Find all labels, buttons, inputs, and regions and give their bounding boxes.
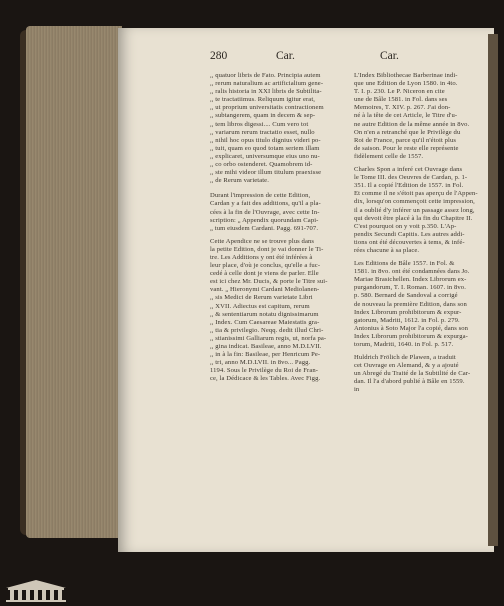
right-column: [354, 72, 486, 400]
text-line: Index Librorum prohibitorum & expur-: [354, 308, 462, 316]
left-running-head: Car.: [276, 50, 295, 62]
text-line: le Tome III. des Oeuvres de Cardan, p. 1-: [354, 174, 468, 182]
right-paragraph-2: [354, 166, 486, 255]
text-line: gatorum, Madriti, 1612. in Fol. p. 279.: [354, 316, 460, 324]
text-line: ,, variarum rerum tractatio esset, nullo: [210, 128, 315, 136]
page-block-edge: [26, 26, 122, 538]
text-line: purgandorum, T. I. Roman. 1607. in 8vo.: [354, 284, 466, 292]
text-line: Huldrich Frölich de Plawen, a traduit: [354, 354, 456, 362]
text-line: ,, te tractatiimus. Reliquum igitur erat,: [210, 96, 315, 104]
text-line: cet Ouvrage en Alemand, & y a ajouté: [354, 362, 459, 370]
text-line: ,, XVII. Adiectus est capitum, rerum: [210, 302, 310, 310]
left-column: [210, 72, 346, 388]
text-line: Et comme il ne s'étoit pas aperçu de l'Appen-: [354, 190, 478, 198]
text-line: ,, de Rerum varietate.: [210, 177, 269, 185]
text-line: Index Librorum prohibitorum & expurga-: [354, 332, 468, 340]
text-line: Antonius à Soto Major l'a copié, dans son: [354, 324, 469, 332]
text-line: qui devoit être placé à la fin du Chapitre II.: [354, 214, 473, 222]
text-line: que une Edition de Lyon 1580. in 4to.: [354, 80, 458, 88]
right-paragraph-3: [354, 260, 486, 349]
text-line: ,, quatuor libris de Fato. Principia autem: [210, 72, 321, 79]
text-line: de saison. Pour le reste elle représente: [354, 144, 459, 152]
text-line: ,, ste mihi videor illum titulum praexisse: [210, 169, 322, 177]
text-line: ,, ut proprium universitatis contractionem: [210, 104, 324, 112]
text-line: ,, rerum naturalium ac artificialium gene-: [210, 80, 324, 88]
text-line: ,, gina indicat. Basileae, anno M.D.LVII.: [210, 343, 322, 350]
text-line: une de Bâle 1581. in Fol. dans ses: [354, 96, 448, 104]
text-line: On n'en a retranché que le Privilège du: [354, 128, 461, 136]
text-line: in: [354, 386, 360, 394]
text-line: cées à la fin de l'Ouvrage, avec cette In-: [210, 208, 320, 216]
text-line: „ tum eiusdem Cardani. Pagg. 691-707.: [210, 224, 319, 232]
text-line: tre. Les Additions y ont été inférées à: [210, 253, 313, 261]
text-line: p. 580. Bernard de Sandoval a corrigé: [354, 292, 458, 300]
text-line: Cardan y a fait des additions, qu'il a pla-: [210, 200, 321, 208]
text-line: de nouveau la première Edition, dans son: [354, 300, 467, 308]
page-shadow: [488, 34, 498, 546]
text-line: est ici chez Mr. Ducis, & porte le Titre sui-: [210, 278, 328, 286]
text-line: leur place, d'où je conclus, qu'elle a fuc-: [210, 262, 321, 270]
text-line: T. I. p. 230. Le P. Niceron en cite: [354, 88, 445, 96]
text-line: torum, Madriti, 1640. in Fol. p. 517.: [354, 341, 454, 348]
right-paragraph-1: [354, 72, 486, 161]
text-line: ,, in à la fin: Basileae, per Henricum Pe-: [210, 351, 321, 359]
text-line: fidèlement celle de 1557.: [354, 152, 424, 160]
text-line: ,, co orbo ostenderet. Quamobrem id-: [210, 161, 313, 169]
text-line: ,, tem libros digessi.... Cum vero tot: [210, 120, 309, 128]
library-logo-icon: [4, 578, 68, 602]
left-paragraph-1: [210, 72, 346, 185]
text-line: ,, ralis historia in XXI libris de Subtilita-: [210, 88, 322, 96]
text-line: ,, Index. Cum Caesareae Maiestatis gra-: [210, 318, 320, 326]
text-line: né à la tête de cet Article, le Titre d'u-: [354, 112, 458, 120]
text-line: Mariae Brasichellen. Index Librorum ex-: [354, 276, 467, 284]
text-line: L'Index Bibliothecae Barberinae indi-: [354, 72, 458, 79]
text-line: rées chacune à sa place.: [354, 246, 420, 254]
text-line: ,, explicaret, universumque eius uno nu-: [210, 152, 320, 160]
text-line: Roi de France, parce qu'il n'étoit plus: [354, 136, 457, 144]
text-line: ,, tri, anno M.D.LVII. in 8vo... Pagg.: [210, 359, 311, 367]
text-line: Charles Spon a inferé cet Ouvrage dans: [354, 166, 463, 174]
right-running-head: Car.: [380, 50, 399, 62]
text-line: 1194. Sous le Privilège du Roi de Fran-: [210, 367, 319, 375]
text-line: Les Editions de Bâle 1557. in Fol. &: [354, 260, 455, 268]
text-line: tions ont été découvertes à tems, & infé-: [354, 238, 465, 246]
text-line: ,, & sententiarum notatu dignissimarum: [210, 310, 319, 318]
text-line: cedé à celle dont je viens de parler. Elle: [210, 270, 319, 278]
text-line: dix, lorsqu'on commençoit cette impression,: [354, 198, 475, 206]
text-line: il a oublié d'y inférer un passage assez long,: [354, 206, 475, 214]
text-line: un Abregé du Traité de la Subtilité de Car-: [354, 370, 471, 378]
text-line: ,, nihil hoc opus titulo dignius videri po-: [210, 136, 321, 144]
text-line: C'est pourquoi on y voit p.350. L'Ap-: [354, 222, 457, 230]
text-line: scription: „ Appendix quorundam Capi-: [210, 216, 319, 224]
page-number: 280: [210, 50, 228, 62]
text-line: ne autre Edition de la même année in 8vo.: [354, 120, 470, 128]
text-line: dan. Il l'a d'abord publié à Bâle en 1559.: [354, 378, 465, 386]
text-line: Memoires, T. XIV. p. 267. J'ai don-: [354, 104, 451, 112]
text-line: la petite Edition, dont je vai donner le Ti-: [210, 245, 324, 253]
text-line: pendix Secundi Capitis. Les autres addi-: [354, 230, 465, 238]
text-line: ,, tia & privilegio. Neqq. dedit illud Chri-: [210, 326, 324, 334]
left-paragraph-3: [210, 238, 346, 384]
text-line: vant. „ Hieronymi Cardani Mediolanen-: [210, 286, 320, 294]
text-line: 1581. in 8vo. ont été condamnées dans Jo.: [354, 268, 470, 276]
text-line: ce, la Dédicace & les Tables. Avec Figg.: [210, 375, 321, 383]
text-line: Durant l'impression de cette Edition,: [210, 192, 311, 200]
left-paragraph-2: [210, 192, 346, 232]
text-line: Cette Apendice ne se trouve plus dans: [210, 237, 315, 245]
text-line: ,, stianissimi Galliarum regis, ut, norfa pa-: [210, 334, 327, 342]
text-line: ,, tuit, quam eo quod totam seriem illam: [210, 144, 320, 152]
text-line: ,, sis Medici de Rerum varietate Libri: [210, 294, 313, 302]
text-line: ,, subtangerem, quam in decem & sep-: [210, 112, 316, 120]
right-paragraph-4: [354, 354, 486, 394]
text-line: 351. Il a copié l'Edition de 1557. in Fol.: [354, 182, 464, 190]
